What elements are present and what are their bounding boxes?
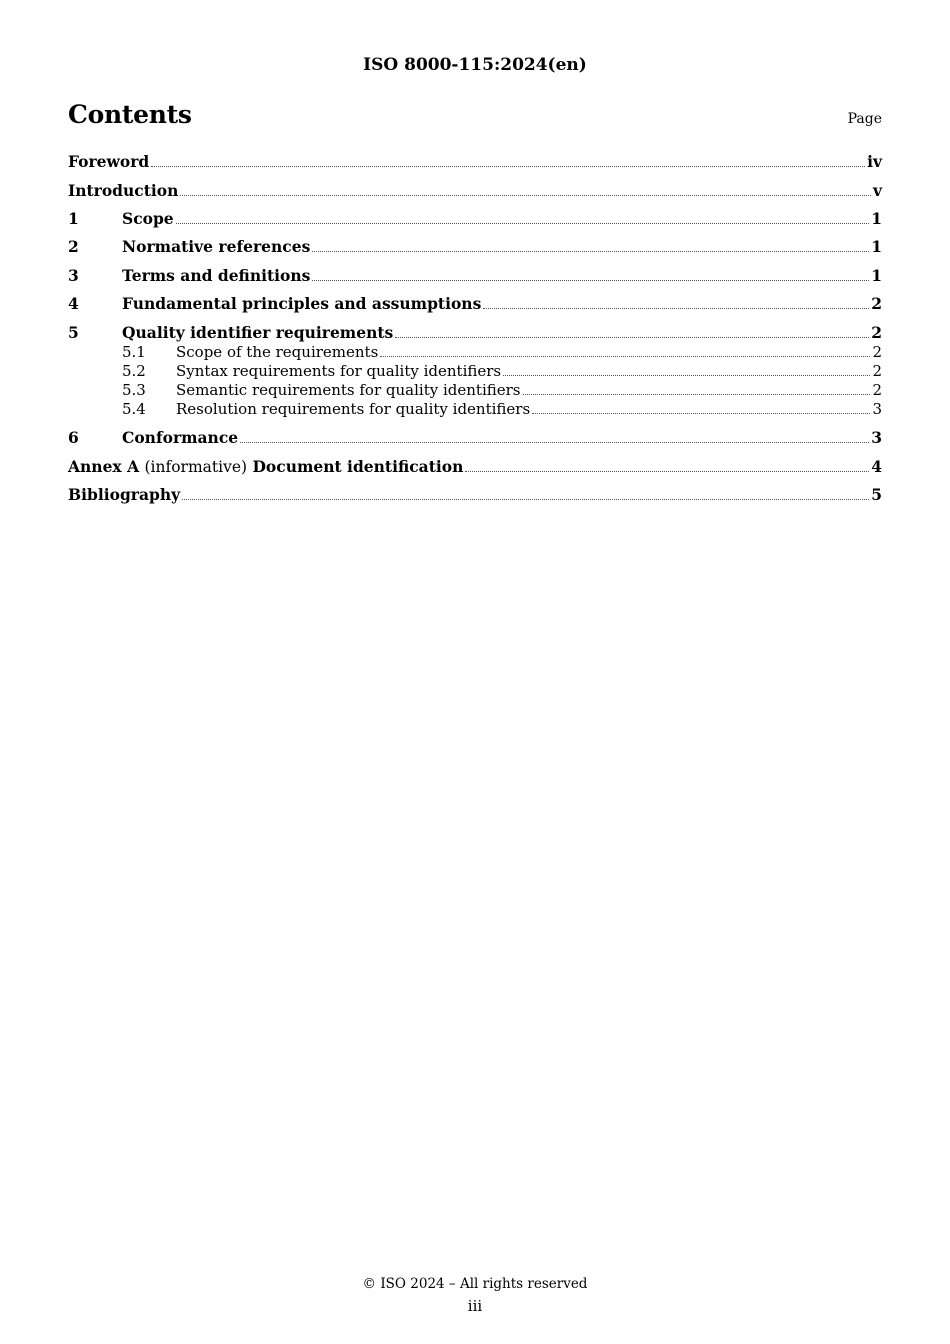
- toc-entry-number: 5.3: [122, 381, 146, 399]
- toc-entry-page: iv: [867, 152, 882, 171]
- toc-entry-label: Normative references: [122, 237, 311, 256]
- contents-heading-row: [68, 100, 882, 129]
- toc-leader-dots: [503, 374, 870, 376]
- toc-entry-page: 1: [871, 237, 882, 256]
- toc-entry-quality-identifier-requirements[interactable]: [68, 323, 882, 342]
- toc-entry-number: 5.4: [122, 400, 146, 418]
- toc-leader-dots: [532, 412, 870, 414]
- toc-entry-label: Resolution requirements for quality identifiers: [176, 400, 531, 418]
- toc-entry-number: 5.1: [122, 343, 146, 361]
- toc-entry-introduction[interactable]: [68, 181, 882, 200]
- toc-entry-label: Fundamental principles and assumptions: [122, 294, 482, 313]
- toc-entry-page: 2: [871, 294, 882, 313]
- toc-entry-label: Syntax requirements for quality identifiers: [176, 362, 502, 380]
- toc-entry-number: 2: [68, 237, 79, 256]
- toc-entry-conformance[interactable]: [68, 428, 882, 447]
- toc-entry-page: 2: [871, 323, 882, 342]
- toc-entry-label: Scope of the requirements: [176, 343, 379, 361]
- toc-subentry-resolution-requirements[interactable]: [68, 400, 882, 418]
- footer-page-number: iii: [467, 1297, 483, 1315]
- page-column-label: Page: [847, 111, 882, 127]
- toc-entry-label: Scope: [122, 209, 174, 228]
- toc-entry-page: 3: [872, 400, 882, 418]
- toc-leader-dots: [312, 250, 869, 252]
- toc-leader-dots: [465, 470, 869, 472]
- toc-entry-annex-a[interactable]: [68, 457, 882, 476]
- toc-entry-label: Introduction: [68, 181, 179, 200]
- document-id-header: ISO 8000-115:2024(en): [363, 55, 587, 75]
- toc-entry-page: 2: [872, 381, 882, 399]
- toc-entry-label: Terms and definitions: [122, 266, 311, 285]
- toc-leader-dots: [182, 498, 869, 500]
- toc-leader-dots: [380, 355, 870, 357]
- toc-leader-dots: [176, 222, 870, 224]
- toc-leader-dots: [180, 194, 871, 196]
- toc-entry-page: 1: [871, 209, 882, 228]
- toc-entry-page: 4: [871, 457, 882, 476]
- toc-entry-page: v: [872, 181, 882, 200]
- toc-leader-dots: [395, 336, 869, 338]
- toc-leader-dots: [483, 307, 869, 309]
- toc-entry-page: 2: [872, 343, 882, 361]
- toc-entry-page: 2: [872, 362, 882, 380]
- toc-entry-number: 1: [68, 209, 79, 228]
- toc-leader-dots: [151, 165, 865, 167]
- toc-entry-foreword[interactable]: [68, 152, 882, 171]
- annex-prefix: Annex A: [68, 457, 140, 476]
- toc-entry-number: 3: [68, 266, 79, 285]
- toc-entry-label: Bibliography: [68, 485, 181, 504]
- toc-leader-dots: [240, 441, 869, 443]
- toc-entry-number: 5: [68, 323, 79, 342]
- toc-entry-number: 4: [68, 294, 79, 313]
- toc-subentry-syntax-requirements[interactable]: [68, 362, 882, 380]
- toc-subentry-semantic-requirements[interactable]: [68, 381, 882, 399]
- toc-entry-label: Semantic requirements for quality identifiers: [176, 381, 521, 399]
- toc-subentry-scope-of-requirements[interactable]: [68, 343, 882, 361]
- toc-entry-terms-and-definitions[interactable]: [68, 266, 882, 285]
- toc-entry-fundamental-principles[interactable]: [68, 294, 882, 313]
- toc-entry-normative-references[interactable]: [68, 237, 882, 256]
- contents-title: Contents: [68, 100, 192, 129]
- toc-entry-bibliography[interactable]: [68, 485, 882, 504]
- annex-title: Document identification: [252, 457, 464, 476]
- toc-entry-page: 1: [871, 266, 882, 285]
- annex-note: (informative): [144, 458, 248, 476]
- toc-entry-label: Foreword: [68, 152, 150, 171]
- toc-entry-label: Conformance: [122, 428, 239, 447]
- footer-copyright: © ISO 2024 – All rights reserved: [362, 1276, 588, 1292]
- toc-entry-label: [68, 457, 463, 476]
- toc-entry-page: 5: [871, 485, 882, 504]
- toc-entry-page: 3: [871, 428, 882, 447]
- toc-leader-dots: [312, 279, 869, 281]
- toc-entry-label: Quality identifier requirements: [122, 323, 394, 342]
- toc-entry-scope[interactable]: [68, 209, 882, 228]
- toc-entry-number: 5.2: [122, 362, 146, 380]
- toc-entry-number: 6: [68, 428, 79, 447]
- toc-leader-dots: [523, 393, 871, 395]
